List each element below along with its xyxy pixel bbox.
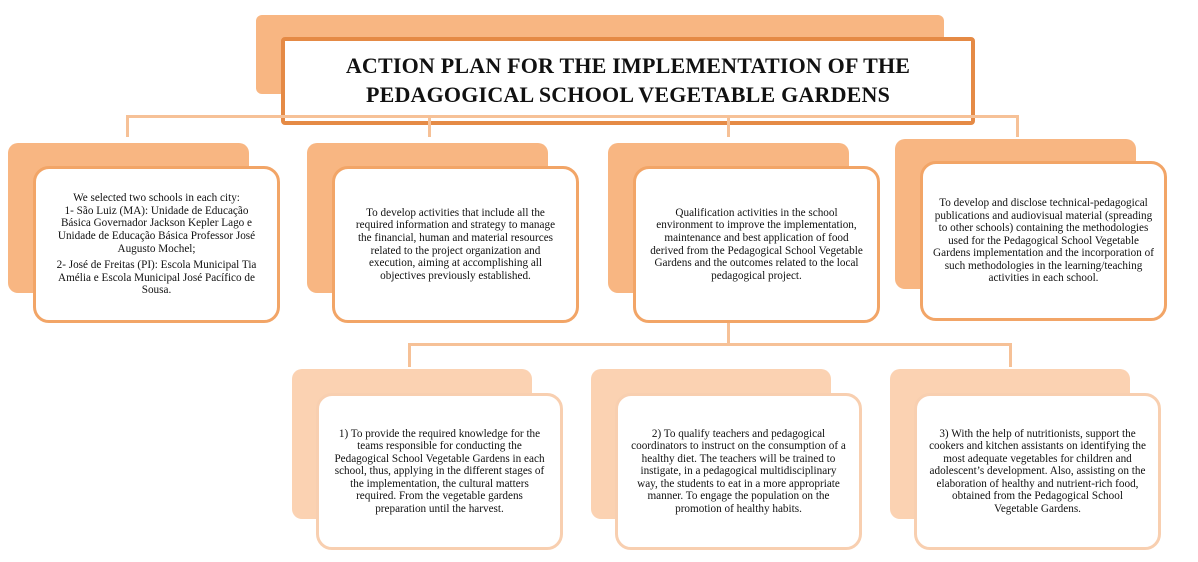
connector-top-2 (428, 115, 431, 137)
top-box-4 (920, 161, 1167, 321)
top-box-1-line-3: 2- José de Freitas (PI): Escola Municipal Tia Amélia e Escola Municipal José Pacífico de Sousa. (56, 259, 257, 297)
top-box-2-text: To develop activities that include all the required information and strategy to manage the financial, human and material resources related to the project organization and execution, aiming at accomplishing all objectives previously established. (355, 206, 556, 282)
diagram-title (281, 37, 975, 125)
diagram-title-text: ACTION PLAN FOR THE IMPLEMENTATION OF THE PEDAGOGICAL SCHOOL VEGETABLE GARDENS (345, 53, 911, 107)
top-box-3-text: Qualification activities in the school environment to improve the implementation, maintenance and best application of food derived from the Pedagogical School Vegetable Gardens and the outcomes related to the local pedagogical project. (650, 206, 863, 282)
connector-bottom-horizontal (408, 343, 1012, 346)
connector-title-horizontal (127, 115, 1018, 118)
bottom-box-2 (615, 393, 862, 550)
bottom-box-3-text: 3) With the help of nutritionists, support the cookers and kitchen assistants on identifying the most adequate vegetables for children and adolescent’s development. Also, assisting on the elaboration of healthy and nutrient-rich food, obtained from the Pedagogical School Vegetable Gardens. (929, 427, 1146, 515)
connector-top-4 (1016, 115, 1019, 137)
connector-bottom-1 (408, 343, 411, 367)
top-box-1 (33, 166, 280, 323)
connector-bottom-3 (1009, 343, 1012, 367)
top-box-1-line-2: 1- São Luiz (MA): Unidade de Educação Básica Governador Jackson Kepler Lago e Unidade de Educação Básica Professor José Augusto Mochel; (57, 204, 256, 255)
top-box-1-line-1: We selected two schools in each city: (73, 192, 240, 205)
top-box-3 (633, 166, 880, 323)
connector-top-1 (126, 115, 129, 137)
bottom-box-1 (316, 393, 563, 550)
connector-top-3 (727, 115, 730, 137)
top-box-2 (332, 166, 579, 323)
bottom-box-2-text: 2) To qualify teachers and pedagogical coordinators to instruct on the consumption of a healthy diet. The teachers will be trained to instigate, in a pedagogical multidisciplinary way, the students to eat in a more appropriate manner. To engage the population on the promotion of healthy habits. (631, 427, 846, 515)
top-box-4-text: To develop and disclose technical-pedagogical publications and audiovisual material (spreading to other schools) containing the methodologies used for the Pedagogical School Vegetable Gardens implementation and the incorporation of such methodologies in the learning/teaching activities in each school. (933, 197, 1154, 285)
connector-box3-down (727, 323, 730, 344)
bottom-box-1-text: 1) To provide the required knowledge for the teams responsible for conducting the Pedagogical School Vegetable Gardens in each school, thus, applying in the different stages of the implementation, the cultural matters required. From the vegetable gardens preparation until the harvest. (334, 427, 545, 515)
bottom-box-3 (914, 393, 1161, 550)
